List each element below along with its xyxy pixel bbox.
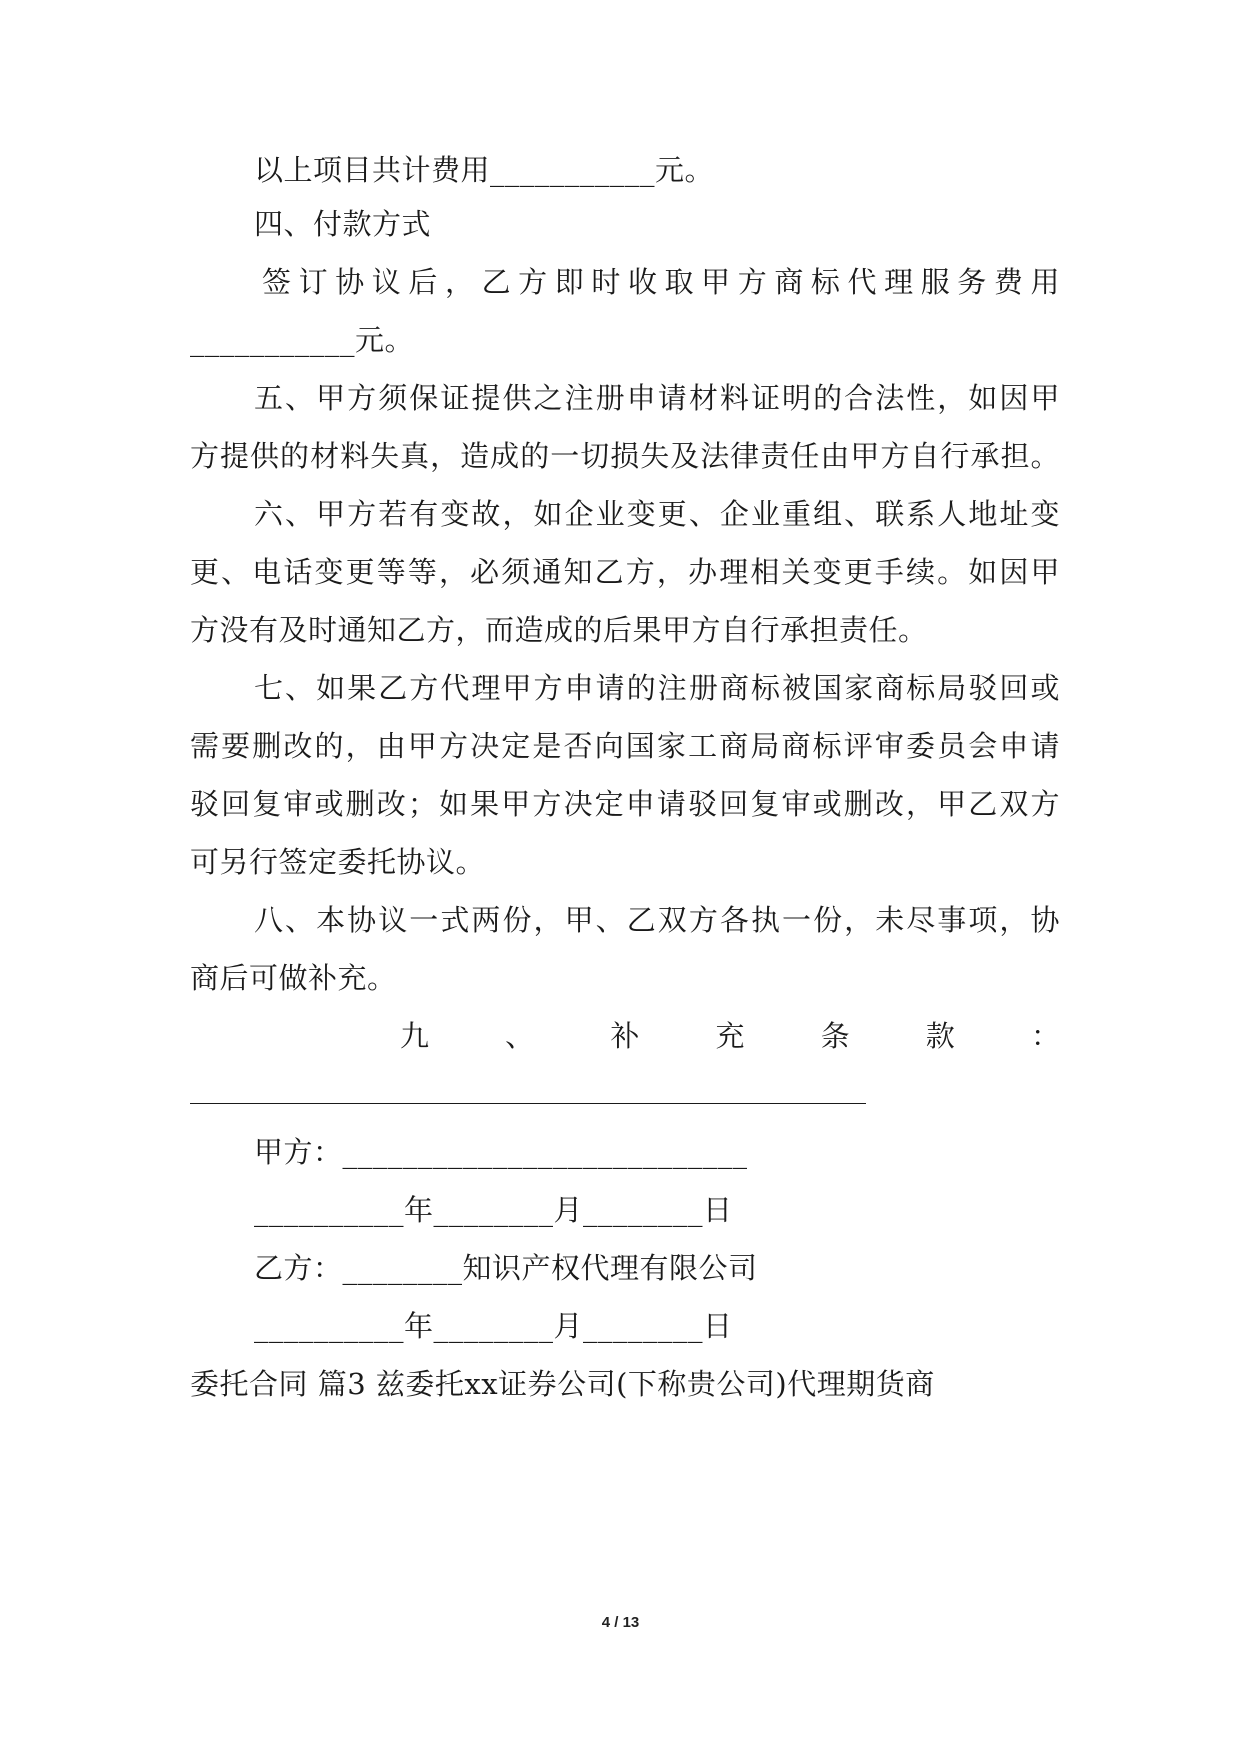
section-6-line-2: 更、电话变更等等，必须通知乙方，办理相关变更手续。如因甲 (190, 555, 1060, 589)
party-b-signature: 乙方：________知识产权代理有限公司 (254, 1251, 758, 1285)
supplement-title-char: 款 (925, 1019, 955, 1053)
supplement-title-char: 九 (400, 1019, 430, 1053)
total-fee-line: 以上项目共计费用___________元。 (254, 153, 715, 187)
section-5-line-2: 方提供的材料失真，造成的一切损失及法律责任由甲方自行承担。 (190, 439, 1060, 473)
payment-paragraph-line-2: ___________元。 (190, 323, 415, 357)
party-a-signature: 甲方：___________________________ (254, 1135, 748, 1169)
supplement-title-char: 条 (820, 1019, 850, 1053)
supplement-title-char: 补 (610, 1019, 640, 1053)
section-7-line-2: 需要删改的，由甲方决定是否向国家工商局商标评审委员会申请 (190, 729, 1060, 763)
payment-paragraph-line-1: 签订协议后，乙方即时收取甲方商标代理服务费用 (262, 265, 1060, 299)
supplement-title-char: 、 (505, 1019, 535, 1053)
party-a-date: __________年________月________日 (254, 1193, 733, 1227)
page-number: 4 / 13 (601, 1614, 640, 1631)
section-8-line-1: 八、本协议一式两份，甲、乙双方各执一份，未尽事项，协 (254, 903, 1060, 937)
supplement-blank-line (190, 1103, 866, 1104)
section-8-line-2: 商后可做补充。 (190, 961, 397, 995)
next-section-heading: 委托合同 篇3 兹委托xx证券公司(下称贵公司)代理期货商 (190, 1367, 935, 1401)
section-5-line-1: 五、甲方须保证提供之注册申请材料证明的合法性，如因甲 (254, 381, 1060, 415)
supplement-title-char: ： (1030, 1019, 1060, 1053)
section-6-line-1: 六、甲方若有变故，如企业变更、企业重组、联系人地址变 (254, 497, 1060, 531)
section-6-line-3: 方没有及时通知乙方，而造成的后果甲方自行承担责任。 (190, 613, 928, 647)
section-7-line-3: 驳回复审或删改；如果甲方决定申请驳回复审或删改，甲乙双方 (190, 787, 1060, 821)
section-4-heading: 四、付款方式 (254, 207, 432, 241)
supplement-title (400, 1016, 1060, 1056)
section-7-line-4: 可另行签定委托协议。 (190, 845, 486, 879)
party-b-date: __________年________月________日 (254, 1309, 733, 1343)
section-7-line-1: 七、如果乙方代理甲方申请的注册商标被国家商标局驳回或 (254, 671, 1060, 705)
supplement-title-char: 充 (715, 1019, 745, 1053)
